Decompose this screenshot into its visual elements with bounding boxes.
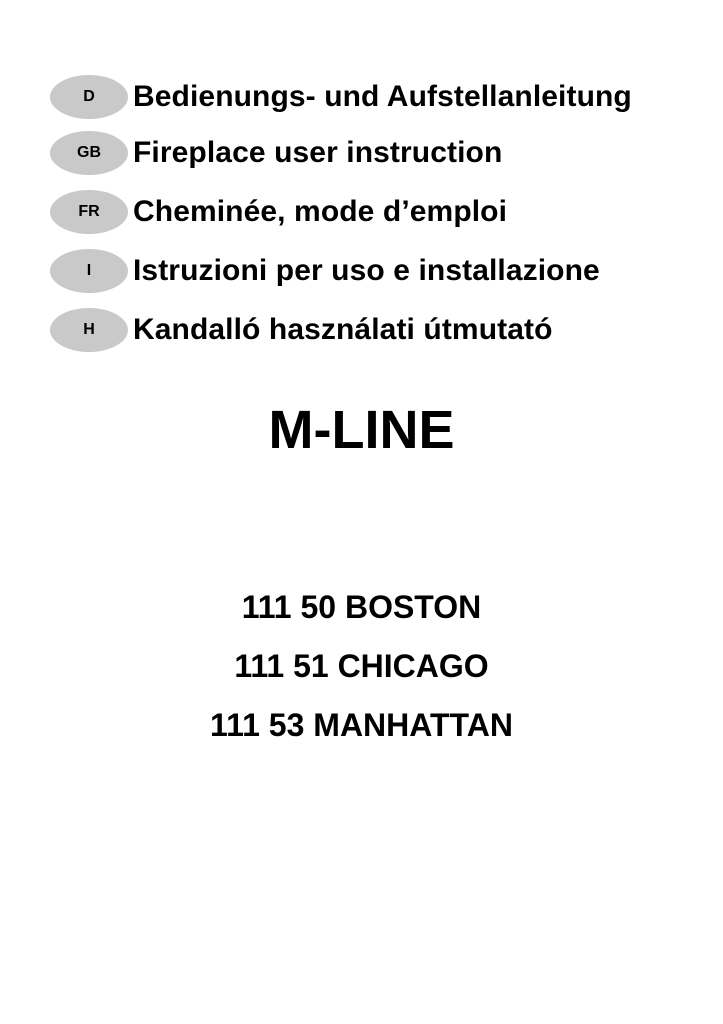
language-badge-it: I (50, 249, 128, 293)
language-row-gb (50, 131, 502, 175)
model-chicago: 111 51 CHICAGO (234, 648, 489, 684)
language-row-fr (50, 190, 507, 234)
language-title-de: Bedienungs- und Aufstellanleitung (133, 80, 632, 113)
language-badge-gb: GB (50, 131, 128, 175)
language-row-de (50, 75, 632, 119)
language-title-it: Istruzioni per uso e installazione (133, 254, 600, 287)
language-badge-de: D (50, 75, 128, 119)
language-title-fr: Cheminée, mode d’emploi (133, 195, 508, 228)
model-boston: 111 50 BOSTON (241, 589, 482, 625)
language-row-it (50, 249, 600, 293)
language-title-gb: Fireplace user instruction (133, 136, 503, 169)
language-title-hu: Kandalló használati útmutató (133, 313, 553, 346)
model-manhattan: 111 53 MANHATTAN (210, 707, 513, 743)
model-list (0, 578, 723, 755)
product-line-title: M-LINE (268, 400, 455, 460)
language-row-hu (50, 308, 553, 352)
language-badge-fr: FR (50, 190, 128, 234)
language-badge-hu: H (50, 308, 128, 352)
